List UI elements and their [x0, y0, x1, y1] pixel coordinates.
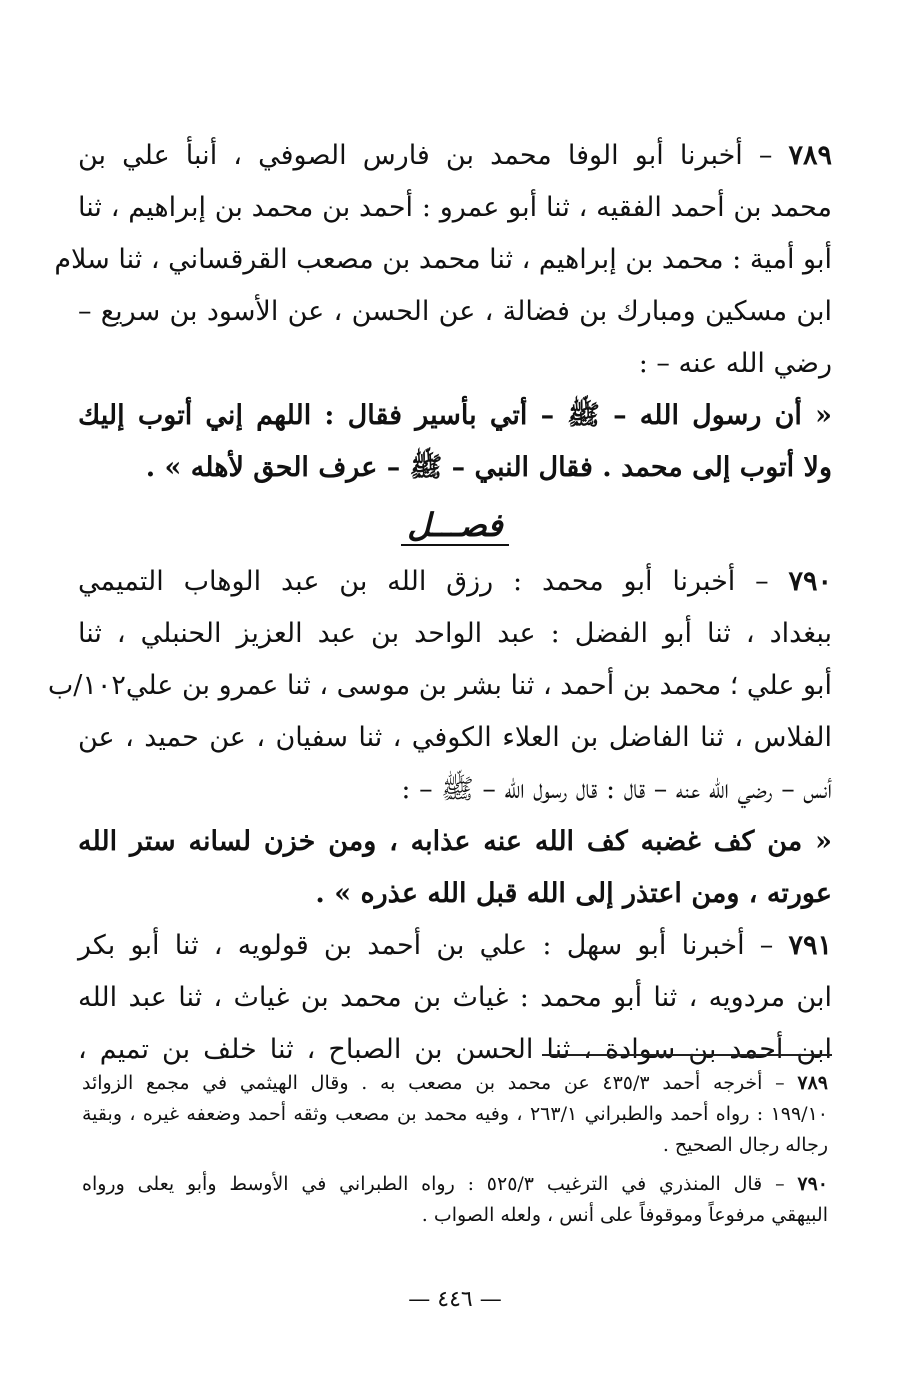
hadith-790-line-1: ٧٩٠ – أخبرنا أبو محمد : رزق الله بن عبد الوهاب التميمي — [78, 566, 832, 597]
hadith-number: ٧٩٠ — [788, 566, 832, 597]
hadith-789-line-3: أبو أمية : محمد بن إبراهيم ، ثنا محمد بن مصعب القرقساني ، ثنا سلام — [54, 244, 832, 275]
hadith-number: ٧٨٩ — [788, 140, 832, 171]
hadith-791-line-1: ٧٩١ – أخبرنا أبو سهل : علي بن أحمد بن قولويه ، ثنا أبو بكر — [78, 930, 832, 961]
hadith-number: ٧٩١ — [788, 930, 832, 961]
footnotes — [0, 1068, 910, 1231]
hadith-789-matn-1: « أن رسول الله – ﷺ – أتي بأسير فقال : اللهم إني أتوب إليك — [78, 400, 832, 431]
hadith-790-matn-1: « من كف غضبه كف الله عنه عذابه ، ومن خزن لسانه ستر الله — [78, 826, 832, 857]
footnote-789-line-3: رجاله رجال الصحيح . — [662, 1134, 828, 1156]
hadith-789-line-4: ابن مسكين ومبارك بن فضالة ، عن الحسن ، عن الأسود بن سريع – — [78, 296, 832, 327]
footnote-790-line-1: ٧٩٠ – قال المنذري في الترغيب ٥٢٥/٣ : رواه الطبراني في الأوسط وأبو يعلى ورواه — [82, 1173, 828, 1195]
footnote-divider — [542, 1054, 832, 1056]
hadith-791-line-2: ابن مردويه ، ثنا أبو محمد : غياث بن محمد بن غياث ، ثنا عبد الله — [78, 982, 832, 1013]
footnote-789-line-2: ١٩٩/١٠ : رواه أحمد والطبراني ٢٦٣/١ ، وفيه محمد بن مصعب وثقه أحمد وضعفه غيره ، وبقية — [82, 1103, 828, 1125]
hadith-790-line-5: أنس – رضي الله عنه – قال : قال رسول الله – ﷺ – : — [401, 774, 832, 805]
page-number: — ٤٤٦ — — [408, 1287, 502, 1312]
hadith-790-matn-2: عورته ، ومن اعتذر إلى الله قبل الله عذره » . — [315, 878, 832, 909]
hadith-790-line-3: أبو علي ؛ محمد بن أحمد ، ثنا بشر بن موسى ، ثنا عمرو بن علي١٠٢/ب — [47, 670, 832, 701]
hadith-790-line-4: الفلاس ، ثنا الفاضل بن العلاء الكوفي ، ثنا سفيان ، عن حميد ، عن — [78, 722, 832, 753]
hadith-789-matn-2: ولا أتوب إلى محمد . فقال النبي – ﷺ – عرف الحق لأهله » . — [145, 452, 832, 483]
hadith-790-line-2: ببغداد ، ثنا أبو الفضل : عبد الواحد بن عبد العزيز الحنبلي ، ثنا — [78, 618, 832, 649]
footnote-number: ٧٨٩ — [797, 1072, 828, 1094]
hadith-789-line-2: محمد بن أحمد الفقيه ، ثنا أبو عمرو : أحمد بن محمد بن إبراهيم ، ثنا — [78, 192, 832, 223]
hadith-789-line-5: رضي الله عنه – : — [638, 348, 832, 379]
hadith-789-line-1: ٧٨٩ – أخبرنا أبو الوفا محمد بن فارس الصوفي ، أنبأ علي بن — [78, 140, 832, 171]
footnote-790-line-2: البيهقي مرفوعاً وموقوفاً على أنس ، ولعله الصواب . — [421, 1204, 828, 1226]
main-text — [0, 130, 910, 1076]
hadith-791-line-3: ابن أحمد بن سوادة ، ثنا الحسن بن الصباح ، ثنا خلف بن تميم ، — [78, 1034, 832, 1065]
footnote-number: ٧٩٠ — [797, 1173, 828, 1195]
section-heading: فصـــل — [78, 494, 832, 556]
footnote-789-line-1: ٧٨٩ – أخرجه أحمد ٤٣٥/٣ عن محمد بن مصعب به . وقال الهيثمي في مجمع الزوائد — [82, 1072, 828, 1094]
